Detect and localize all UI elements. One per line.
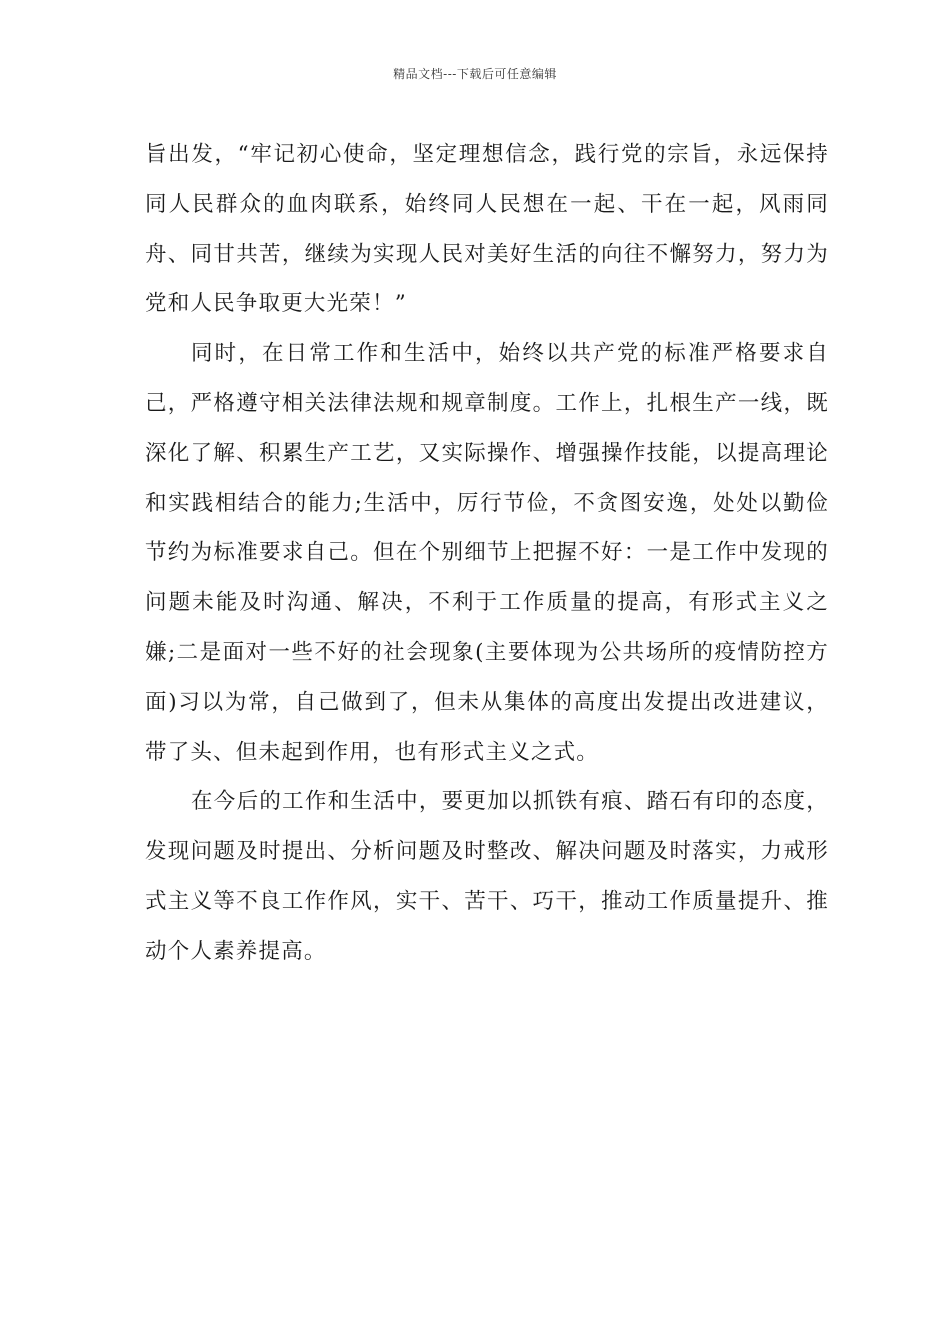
paragraph-continuation: 旨出发，“牢记初心使命，坚定理想信念，践行党的宗旨，永远保持同人民群众的血肉联系，始终同人民想在一起、干在一起，风雨同舟、同甘共苦，继续为实现人民对美好生活的向往不懈努力，努力为党和人民争取更大光荣！” (145, 142, 829, 317)
paragraph-future-plan: 在今后的工作和生活中，要更加以抓铁有痕、踏石有印的态度，发现问题及时提出、分析问题及时整改、解决问题及时落实，力戒形式主义等不良工作作风，实干、苦干、巧干，推动工作质量提升、推动个人素养提高。 (145, 789, 829, 964)
document-body (145, 130, 829, 977)
page-header: 精品文档---下载后可任意编辑 (393, 67, 557, 81)
paragraph-self-review: 同时，在日常工作和生活中，始终以共产党的标准严格要求自己，严格遵守相关法律法规和规章制度。工作上，扎根生产一线，既深化了解、积累生产工艺，又实际操作、增强操作技能，以提高理论和实践相结合的能力;生活中，厉行节俭，不贪图安逸，处处以勤俭节约为标准要求自己。但在个别细节上把握不好：一是工作中发现的问题未能及时沟通、解决，不利于工作质量的提高，有形式主义之嫌;二是面对一些不好的社会现象(主要体现为公共场所的疫情防控方面)习以为常，自己做到了，但未从集体的高度出发提出改进建议，带了头、但未起到作用，也有形式主义之式。 (145, 341, 829, 765)
